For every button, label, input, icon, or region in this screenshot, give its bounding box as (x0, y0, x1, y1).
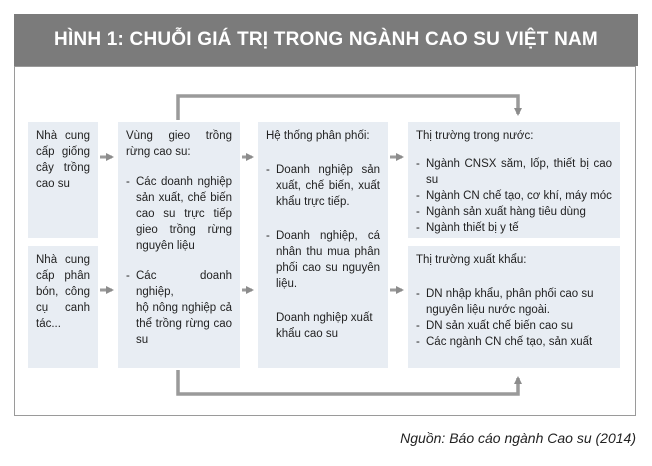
line: tác... (36, 318, 61, 330)
dash: - (416, 288, 420, 300)
line: cụ canh (36, 302, 90, 314)
dash: - (126, 176, 130, 188)
line: nguyên liệu (136, 240, 195, 252)
line: Doanh nghiệp, cá (276, 230, 380, 242)
line: xuất, chế biến, xuất (276, 180, 380, 192)
dash: - (266, 230, 270, 242)
dash: - (416, 336, 420, 348)
line: phối cao su nguyên (276, 262, 380, 274)
line: sản xuất, chế biến (136, 192, 232, 204)
line: khẩu trực tiếp. (276, 196, 350, 208)
line: thể trồng rừng cao (136, 318, 232, 330)
line: gieo trồng rừng (136, 224, 232, 236)
line: cao su (36, 178, 70, 190)
dash: - (266, 164, 270, 176)
dash: - (416, 158, 420, 170)
heading: Thị trường xuất khẩu: (416, 254, 527, 266)
line: hộ nông nghiệp cả (136, 302, 232, 314)
line: Các doanh nghiệp (136, 176, 232, 188)
line: Doanh nghiệp sản (276, 164, 380, 176)
line: cấp phân (36, 270, 90, 282)
dash: - (416, 206, 420, 218)
export-item: - DN sản xuất chế biến cao su (416, 320, 574, 332)
line: Các doanh nghiệp, (136, 270, 232, 298)
line: Nhà cung (36, 254, 90, 266)
heading: Hệ thống phân phối: (266, 130, 370, 142)
dash: - (126, 270, 130, 282)
line: Doanh nghiệp xuất (276, 312, 373, 324)
line: cấp giống (36, 146, 90, 158)
line: cao su trực tiếp (136, 208, 232, 220)
domestic-item: - Ngành sản xuất hàng tiêu dùng (416, 206, 586, 218)
line: khẩu cao su (276, 328, 339, 340)
line: nhân thu mua phân (276, 246, 380, 258)
heading: Thị trường trong nước: (416, 130, 534, 142)
line: DN nhập khẩu, phân phối cao su (426, 288, 594, 300)
domestic-item: - Ngành thiết bị y tế (416, 222, 519, 234)
dash: - (416, 320, 420, 332)
line: cây trồng (36, 162, 90, 174)
line: Nhà cung (36, 130, 90, 142)
dash: - (416, 190, 420, 202)
line: nguyên liệu nước ngoài. (426, 304, 550, 316)
line: su (136, 334, 149, 346)
figure-title-text: HÌNH 1: CHUỖI GIÁ TRỊ TRONG NGÀNH CAO SU VIỆT NAM (54, 29, 598, 50)
bottom-loop-arrow (178, 370, 518, 394)
line: liệu. (276, 278, 298, 290)
line: bón, công (36, 286, 90, 298)
source-citation: Nguồn: Báo cáo ngành Cao su (2014) (400, 430, 636, 446)
domestic-item: - Ngành CNSX săm, lốp, thiết bị cao su (416, 158, 612, 186)
export-item: - Các ngành CN chế tạo, sản xuất (416, 336, 593, 348)
heading-line: rừng cao su: (126, 146, 191, 158)
dash: - (416, 222, 420, 234)
domestic-item: - Ngành CN chế tạo, cơ khí, máy móc (416, 190, 612, 202)
heading-line: Vùng gieo trồng (126, 130, 232, 142)
top-loop-arrow (178, 96, 518, 120)
